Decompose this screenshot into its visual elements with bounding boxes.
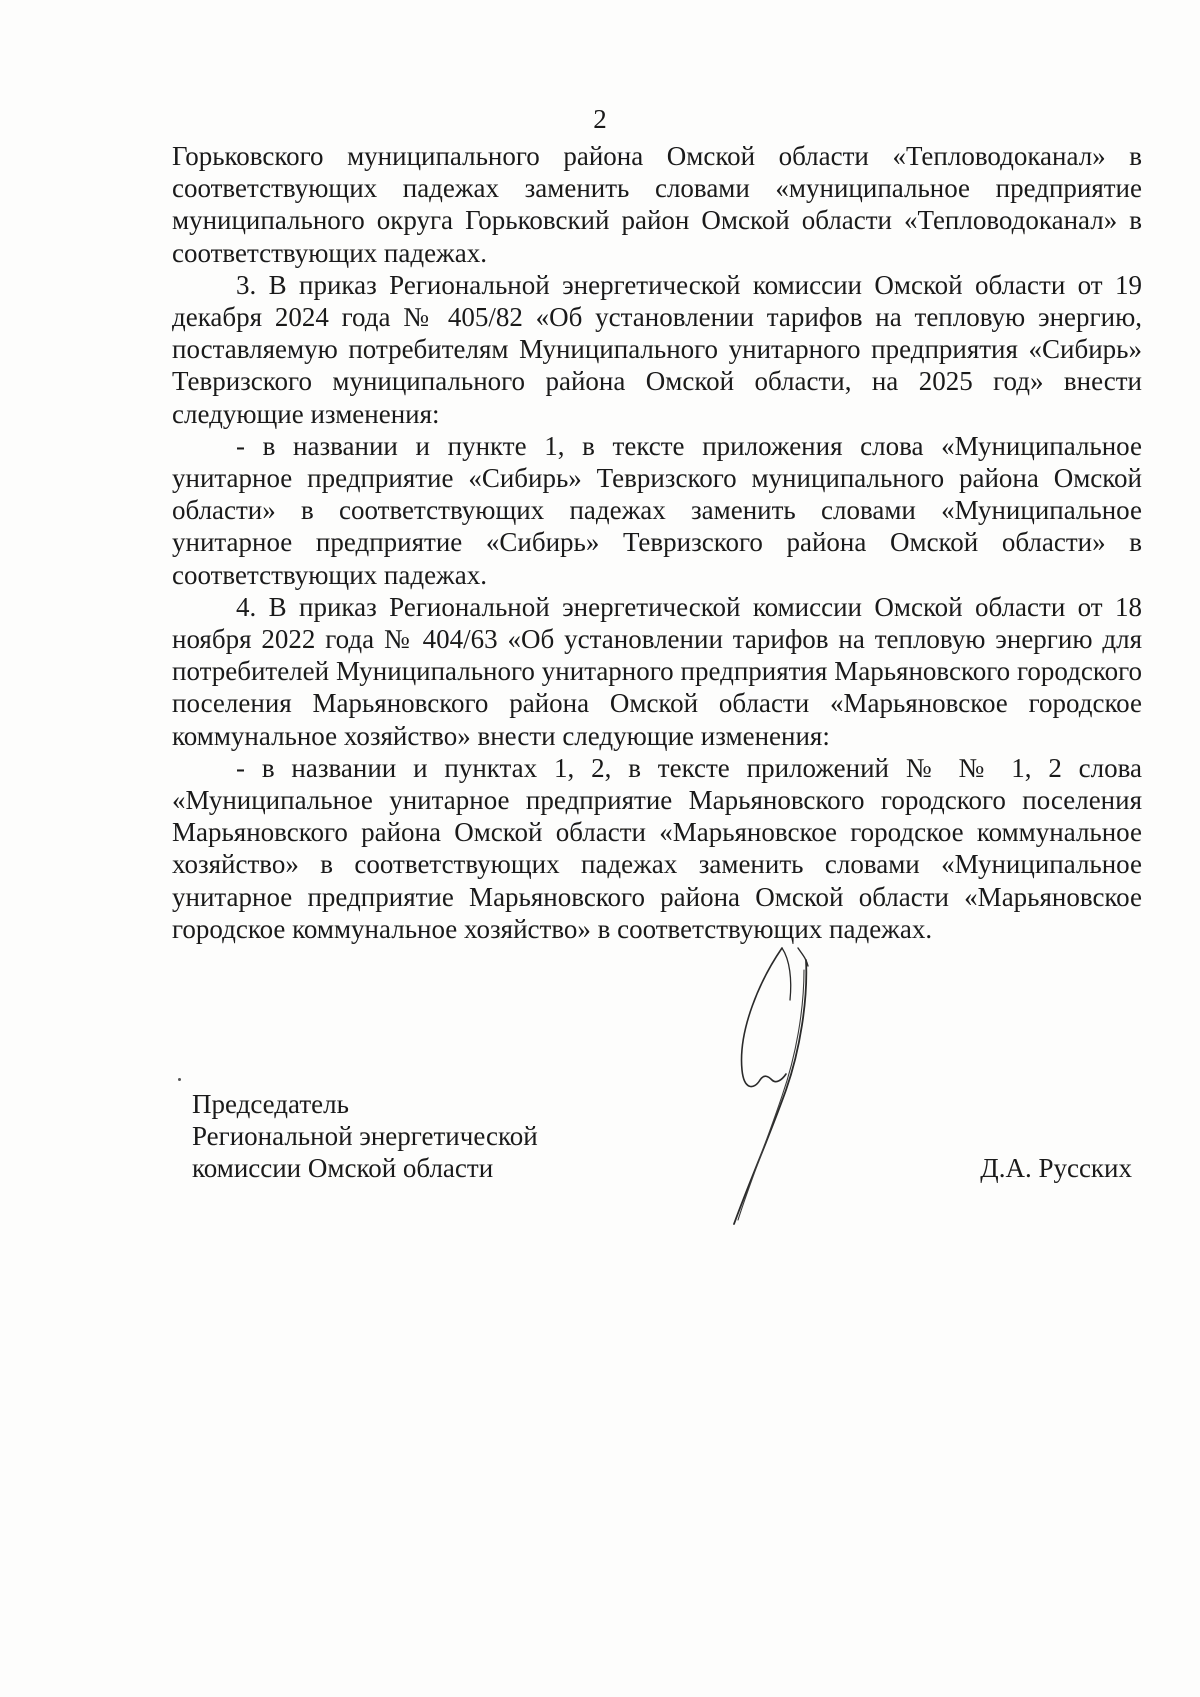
scan-speck [178,1078,181,1081]
paragraph-item-4: 4. В приказ Региональной энергетической комиссии Омской области от 18 ноября 2022 года № 404/63 «Об установлении тарифов на тепловую энергию для потребителей Муниципального унитарного предприятия Марьяновского городского поселения Марьяновского района Омской области «Марьяновское городское коммунальное хозяйство» внести следующие изменения: [172,591,1142,751]
signature-stroke [738,970,804,1220]
signatory-name: Д.А. Русских [980,1153,1132,1183]
signature-stroke [782,948,791,1000]
signatory-position [192,1088,538,1184]
handwritten-signature [720,940,880,1230]
signature-stroke [742,948,786,1087]
document-body [172,140,1142,945]
paragraph-item-3: 3. В приказ Региональной энергетической комиссии Омской области от 19 декабря 2024 года № 405/82 «Об установлении тарифов на тепловую энергию, поставляемую потребителям Муниципального унитарного предприятия «Сибирь» Тевризского муниципального района Омской области, на 2025 год» внести следующие изменения: [172,269,1142,429]
paragraph-item-3-change: - в названии и пункте 1, в тексте приложения слова «Муниципальное унитарное предприятие «Сибирь» Тевризского муниципального района Омской области» в соответствующих падежах заменить словами «Муниципальное унитарное предприятие «Сибирь» Тевризского района Омской области» в соответствующих падежах. [172,430,1142,590]
signatory-position-line: Региональной энергетической [192,1121,538,1151]
signature-stroke [734,960,806,1224]
page-number: 2 [593,104,607,134]
signatory-position-line: комиссии Омской области [192,1153,494,1183]
paragraph-item-4-change: - в названии и пунктах 1, 2, в тексте приложений № № 1, 2 слова «Муниципальное унитарное предприятие Марьяновского городского поселения Марьяновского района Омской области «Марьяновское городское коммунальное хозяйство» в соответствующих падежах заменить словами «Муниципальное унитарное предприятие Марьяновского района Омской области «Марьяновское городское коммунальное хозяйство» в соответствующих падежах. [172,752,1142,944]
signatory-position-line: Председатель [192,1089,349,1119]
signature-stroke [798,948,808,966]
paragraph-continuation: Горьковского муниципального района Омской области «Тепловодоканал» в соответствующих падежах заменить словами «муниципальное предприятие муниципального округа Горьковский район Омской области «Тепловодоканал» в соответствующих падежах. [172,141,1142,268]
